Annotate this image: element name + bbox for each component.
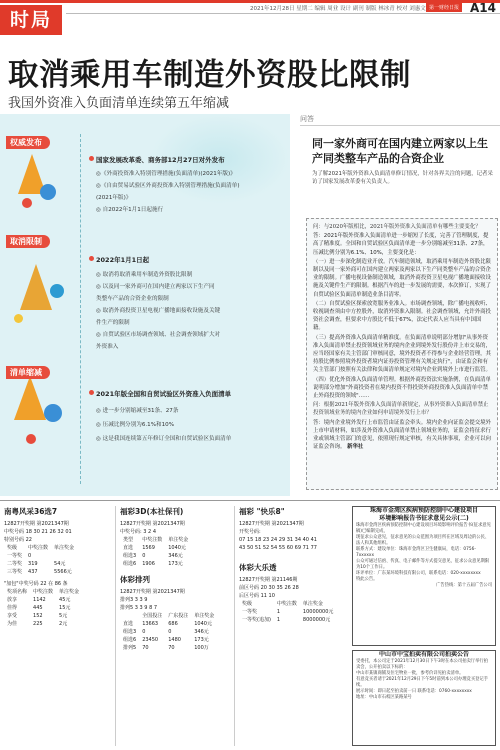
item-line: 类整车产品的合资企业的限制 <box>96 296 169 302</box>
cone-icon <box>14 376 46 420</box>
ad-line: 现征求公众意见，征求意见的公众范围为项目所在区域及周边的公民、法人和其他组织。 <box>356 535 490 546</box>
table-cell: 173元 <box>194 637 209 643</box>
lottery-row: 12827开奖期 第21146期 <box>239 577 298 583</box>
table-cell: 组选3 <box>123 553 137 559</box>
qa-answer: （二）自贸试验区探索放宽服务业准入。市场调查领域，除广播电视收听、收视调查须由中方控股外，取消外资准入限制。社会调查领域，允许外商投资社会调查，但要求中方股比不低于67%，法定代表人应当具有中国国籍。 <box>313 300 491 332</box>
table-cell: 319 <box>28 561 38 567</box>
table-cell: 1 <box>276 617 281 623</box>
qa-box <box>306 218 498 490</box>
item-line: ◎ 取消外商投资卫星电视广播地面接收设施及关键 <box>96 308 221 314</box>
qa-title: 同一家外商可在国内建立两家以上生产同类整车产品的合资企业 <box>312 137 488 165</box>
timeline-line <box>80 134 81 484</box>
column-divider <box>115 506 116 746</box>
table-cell: 单注奖金 <box>302 601 323 607</box>
lottery-title: 体彩排列 <box>120 575 150 584</box>
table-cell: 中奖注数 <box>276 601 297 607</box>
item-line: ◎ 这是我国连续第五年修订全国和自贸试验区负面清单 <box>96 436 232 442</box>
table-cell: 437 <box>28 569 38 575</box>
table-cell: 直选 <box>123 545 134 551</box>
table-cell: 单注奖金 <box>168 537 189 543</box>
item-title: 2022年1月1日起 <box>96 256 150 264</box>
table-cell: 中奖注数 <box>33 589 54 595</box>
table-cell: 10000000元 <box>302 609 334 615</box>
table-cell: 单注奖金 <box>54 545 75 551</box>
notice-ad-auction <box>352 650 496 746</box>
table-cell: 一等奖(追加) <box>242 617 271 623</box>
table-cell: 1480 <box>168 637 181 643</box>
ball-icon <box>14 314 23 323</box>
lottery-row: 12827开奖期 第2021347期 <box>4 521 69 527</box>
lottery-table <box>120 536 191 568</box>
ball-icon <box>26 434 36 444</box>
table-cell: 173元 <box>168 561 183 567</box>
lottery-table <box>239 600 336 624</box>
table-cell: 享受 <box>7 613 18 619</box>
section-label-list-reduction: 清单缩减 <box>6 366 50 379</box>
item-line: ◎ 以及同一家外商可在国内建立两家以下生产同 <box>96 284 215 290</box>
ad-footer: 广告热线：第十五届广告公司 <box>436 583 492 588</box>
lottery-row: 43 50 51 52 54 55 60 69 71 77 <box>239 545 317 551</box>
table-cell <box>120 612 139 620</box>
ad-line: 公众可通过信函、传真、电子邮件等方式提交意见，征求公众意见期限为10个工作日。 <box>356 559 490 570</box>
qa-question: 问：根据2021年版外资准入负面清单新规定，从事外资准入负面清单禁止投资领域业务的境内企业如何申请境外发行上市？ <box>313 402 489 417</box>
header-accent-bar <box>0 0 500 3</box>
table-cell: 佳得 <box>7 605 18 611</box>
lottery-col-1 <box>4 506 112 746</box>
lottery-title: 体彩大乐透 <box>239 563 277 572</box>
table-cell: 中奖注数 <box>142 537 163 543</box>
table-cell: 奖项名称 <box>7 589 28 595</box>
table-cell: 单注奖金 <box>194 613 215 619</box>
table-cell: 放享 <box>7 597 18 603</box>
qa-tag: 问答 <box>300 115 314 123</box>
lottery-title: 福彩3D(本社保刊) <box>120 507 184 516</box>
ad-line: 地址：中山市石岐区某路某号 <box>356 695 412 700</box>
lottery-note: "加包"中奖号码 22 在 86 条 <box>4 581 68 587</box>
qa-answer: （三）提高外资准入负面清单精准度。在负面清单说明部分增加"从事外资准入负面清单禁止投资领域业务的境内企业到境外发行股份并上市交易的，应当经国家有关主管部门审核同意，境外投资者不得参与企业经营管理，其持股比例参照境外投资者境内证券投资管理有关规定执行"，由证监会和有关主管部门按照有关法律和负面清单规定对境内企业到境外上市进行监管。 <box>313 334 491 374</box>
lottery-row: 特别号码 22 <box>4 537 32 543</box>
cone-icon <box>20 264 52 310</box>
table-cell: 一等奖 <box>7 553 23 559</box>
lottery-row: 中奖号码: 3 2 4 <box>120 529 156 535</box>
lottery-table <box>120 612 217 652</box>
lottery-row: 前区号码 20 30 35 26 28 <box>239 585 299 591</box>
item-line: ◎ 压减比例分别为6.1%和10% <box>96 422 175 428</box>
table-cell: 8000000元 <box>302 617 331 623</box>
item-line: ◎ 自2022年1月1日起施行 <box>96 207 164 213</box>
lottery-table <box>4 544 77 576</box>
table-cell: 445 <box>33 605 43 611</box>
lottery-row: 开奖号码: <box>239 529 261 535</box>
table-cell: 三等奖 <box>7 569 23 575</box>
qa-answer: 答：2021年版外资准入负面清单进一步缩短了长度，完善了管理制度，提高了精准度。全国和自贸试验区负面清单进一步分别缩减至31条、27条，压减比例分别为6.1%、10%，主要变化是： <box>313 233 489 256</box>
ball-icon <box>22 198 32 208</box>
table-cell: 单注奖金 <box>59 589 80 595</box>
table-cell: 一等奖 <box>242 609 258 615</box>
table-cell: 为佳 <box>7 621 18 627</box>
ad-line: 环评单位：广东某环境科技有限公司，联系电话：020-xxxxxxxx <box>356 571 481 576</box>
item-line: (2021年版)》 <box>96 195 132 201</box>
ad-title: 珠海市金湾区疾病预防控制中心建设项目 <box>369 507 478 514</box>
timeline-dot <box>89 156 94 161</box>
item-title: 国家发展改革委、商务部12月27日对外发布 <box>96 156 225 164</box>
table-cell: 2元 <box>59 621 68 627</box>
ad-line: 受委托，本公司定于2021年12月30日下午3时在本公司拍卖厅举行拍卖会，公开拍卖以下标的： <box>356 659 489 670</box>
table-cell: 225 <box>33 621 43 627</box>
table-cell: 5566元 <box>54 569 72 575</box>
item-line: 外资准入 <box>96 344 119 350</box>
table-cell: 0 <box>168 629 172 635</box>
masthead: 2021年12月28日 星期二 编辑 周业 设计 副刊 制版 林冰青 校对 刘惠文 <box>250 6 426 12</box>
qa-column <box>292 114 500 496</box>
table-cell: 70 <box>168 645 175 651</box>
lottery-row: 排列5 3 3 9 8 7 <box>120 605 158 611</box>
lottery-col-3 <box>239 506 349 746</box>
item-line: 件生产的限制 <box>96 320 130 326</box>
ad-subtitle: 环境影响报告书征求意见公示(二) <box>379 515 469 522</box>
table-cell: 广东投注 <box>168 613 189 619</box>
qa-source: 新华社 <box>347 444 364 451</box>
table-cell: 1040元 <box>168 545 186 551</box>
lottery-row: 中奖号码 18 30 21 26 32 01 <box>4 529 72 535</box>
table-cell: 686 <box>168 621 178 627</box>
table-cell: 组选3 <box>123 629 137 635</box>
table-cell: 0 <box>142 629 146 635</box>
table-cell: 直选 <box>123 621 134 627</box>
table-cell: 1142 <box>33 597 46 603</box>
ad-line: 展示时间：即日起至拍卖前一日 联系电话：0760-xxxxxxxx <box>356 689 472 694</box>
section-label-remove-limits: 取消限制 <box>6 235 50 248</box>
section-label-authority: 权威发布 <box>6 136 50 149</box>
lottery-table <box>4 588 82 628</box>
table-cell: 排列5 <box>123 645 137 651</box>
qa-answer <box>313 419 491 452</box>
table-cell: 346元 <box>168 553 183 559</box>
table-cell: 23450 <box>142 637 159 643</box>
table-cell: 152 <box>33 613 43 619</box>
ball-icon <box>50 284 64 298</box>
column-divider <box>234 506 235 746</box>
notice-ad-environment <box>352 506 496 646</box>
headline: 取消乘用车制造外资股比限制 <box>8 57 411 93</box>
subhead: 我国外资准入负面清单连续第五年缩减 <box>8 96 230 111</box>
ad-line: 联系方式：建设单位：珠海市金湾区卫生健康局，电话：0756-7xxxxxx <box>356 547 476 558</box>
table-cell: 54元 <box>54 561 66 567</box>
table-cell <box>51 552 77 560</box>
table-cell: 1906 <box>142 561 155 567</box>
item-line: ◎ 自贸试验区市场调查领域、社会调查领域扩大对 <box>96 332 221 338</box>
lottery-row: 12827开奖期 第2021347期 <box>120 589 185 595</box>
qa-answer: （一）进一步深化制造业开放。汽车制造领域，取消乘用车制造外资股比限制以及同一家外商可在国内建立两家及两家以下生产同类整车产品的合资企业的限制。广播电视设备制造领域，取消外商投资卫星电视广播地面接收设施及关键件生产的限制。根据汽车的进一步发展的需要，本次修订，实现了自贸试验区负面清单制造业条目清零。 <box>313 258 491 298</box>
infographic <box>0 114 290 496</box>
table-cell: 1 <box>276 609 281 615</box>
lottery-row: 12827开奖期 第2021347期 <box>239 521 304 527</box>
timeline-dot <box>89 390 94 395</box>
table-cell: 1040元 <box>194 621 212 627</box>
qa-intro: 为了解2021年版外资准入负面清单修订情况，针对各界关注的问题，记者采访了国家发展改革委有关负责人。 <box>312 171 493 185</box>
lottery-title: 福彩 "快乐8" <box>239 507 285 516</box>
table-cell: 奖级 <box>7 545 18 551</box>
ad-line: 有意竞买者请于2021年12月29日下午5时前到本公司办理竞买登记手续。 <box>356 677 489 688</box>
lottery-row: 后区号码 11 10 <box>239 593 275 599</box>
ball-icon <box>40 184 56 200</box>
ad-line: 特此公告。 <box>356 577 378 582</box>
table-cell: 组选6 <box>123 561 137 567</box>
table-cell: 1569 <box>142 545 155 551</box>
table-cell: 70 <box>142 645 149 651</box>
table-cell: 全国投注 <box>142 613 163 619</box>
qa-answer: （四）优化外资准入负面清单管理。根据外商投资法实施条例，在负面清单说明部分增加"外商投资者在境内投资不得投资外商投资准入负面清单中禁止外商投资的领域"…… <box>313 376 491 400</box>
table-cell: 100万 <box>194 645 209 651</box>
item-title: 2021年版全国和自贸试验区外资准入负面清单 <box>96 390 232 398</box>
page-header <box>0 0 500 40</box>
lottery-row: 12827开奖期 第2021347期 <box>120 521 185 527</box>
qa-answer-text: 答：境内企业境外发行上市监管由证监会牵头。境内企业向证监会提交境外上市申请材料，如涉及外资准入负面清单禁止领域业务的，证监会将征求行业或领域主管部门的意见，依照现行规定审核，有关具体事项，企业可以向证监会咨询。 <box>313 419 491 451</box>
table-cell: 类型 <box>123 537 134 543</box>
item-line: ◎ 取消将取消乘用车制造外资股比限制 <box>96 272 193 278</box>
table-cell: 45元 <box>59 597 71 603</box>
lottery-row: 排列3 3 3 9 <box>120 597 148 603</box>
editor-tag: 第一财经日报 <box>426 3 462 12</box>
ball-icon <box>44 404 62 422</box>
table-cell: 二等奖 <box>7 561 23 567</box>
lottery-title: 南粤风采36选7 <box>4 507 58 516</box>
item-line: ◎ 进一步分别缩减至31条、27条 <box>96 408 179 414</box>
ad-title: 中山市中宝拍卖有限公司拍卖公告 <box>378 651 469 658</box>
ad-line: 珠海市金湾区疾病预防控制中心建设项目环境影响评价报告书(征求意见稿)已编制完成， <box>356 523 491 534</box>
table-cell: 中奖注数 <box>28 545 49 551</box>
table-cell: 0 <box>28 553 32 559</box>
header-rule <box>66 13 500 14</box>
table-cell: 奖级 <box>242 601 253 607</box>
table-cell: 组选6 <box>123 637 137 643</box>
item-line: ◎《外商投资准入特别管理措施(负面清单)(2021年版)》 <box>96 171 236 177</box>
qa-rule <box>300 125 500 126</box>
lottery-row: 07 15 18 23 24 29 31 34 40 41 <box>239 537 317 543</box>
table-cell: 5元 <box>59 613 68 619</box>
ad-line: 中山市某镇商铺及住宅物业一批，参考价详见拍卖清单。 <box>356 671 464 676</box>
qa-question: 问：与2020年版相比，2021年版外资准入负面清单有哪些主要变化？ <box>313 224 481 230</box>
table-cell: 13663 <box>142 621 159 627</box>
table-cell: 346元 <box>194 629 209 635</box>
bottom-rule <box>0 500 500 501</box>
item-line: ◎《自由贸易试验区外商投资准入特别管理措施(负面清单) <box>96 183 240 189</box>
timeline-dot <box>89 256 94 261</box>
table-cell: 0 <box>142 553 146 559</box>
lottery-col-2 <box>120 506 232 746</box>
table-cell: 15元 <box>59 605 71 611</box>
page-number: A14 <box>470 1 496 15</box>
section-tag: 时局 <box>0 5 62 35</box>
